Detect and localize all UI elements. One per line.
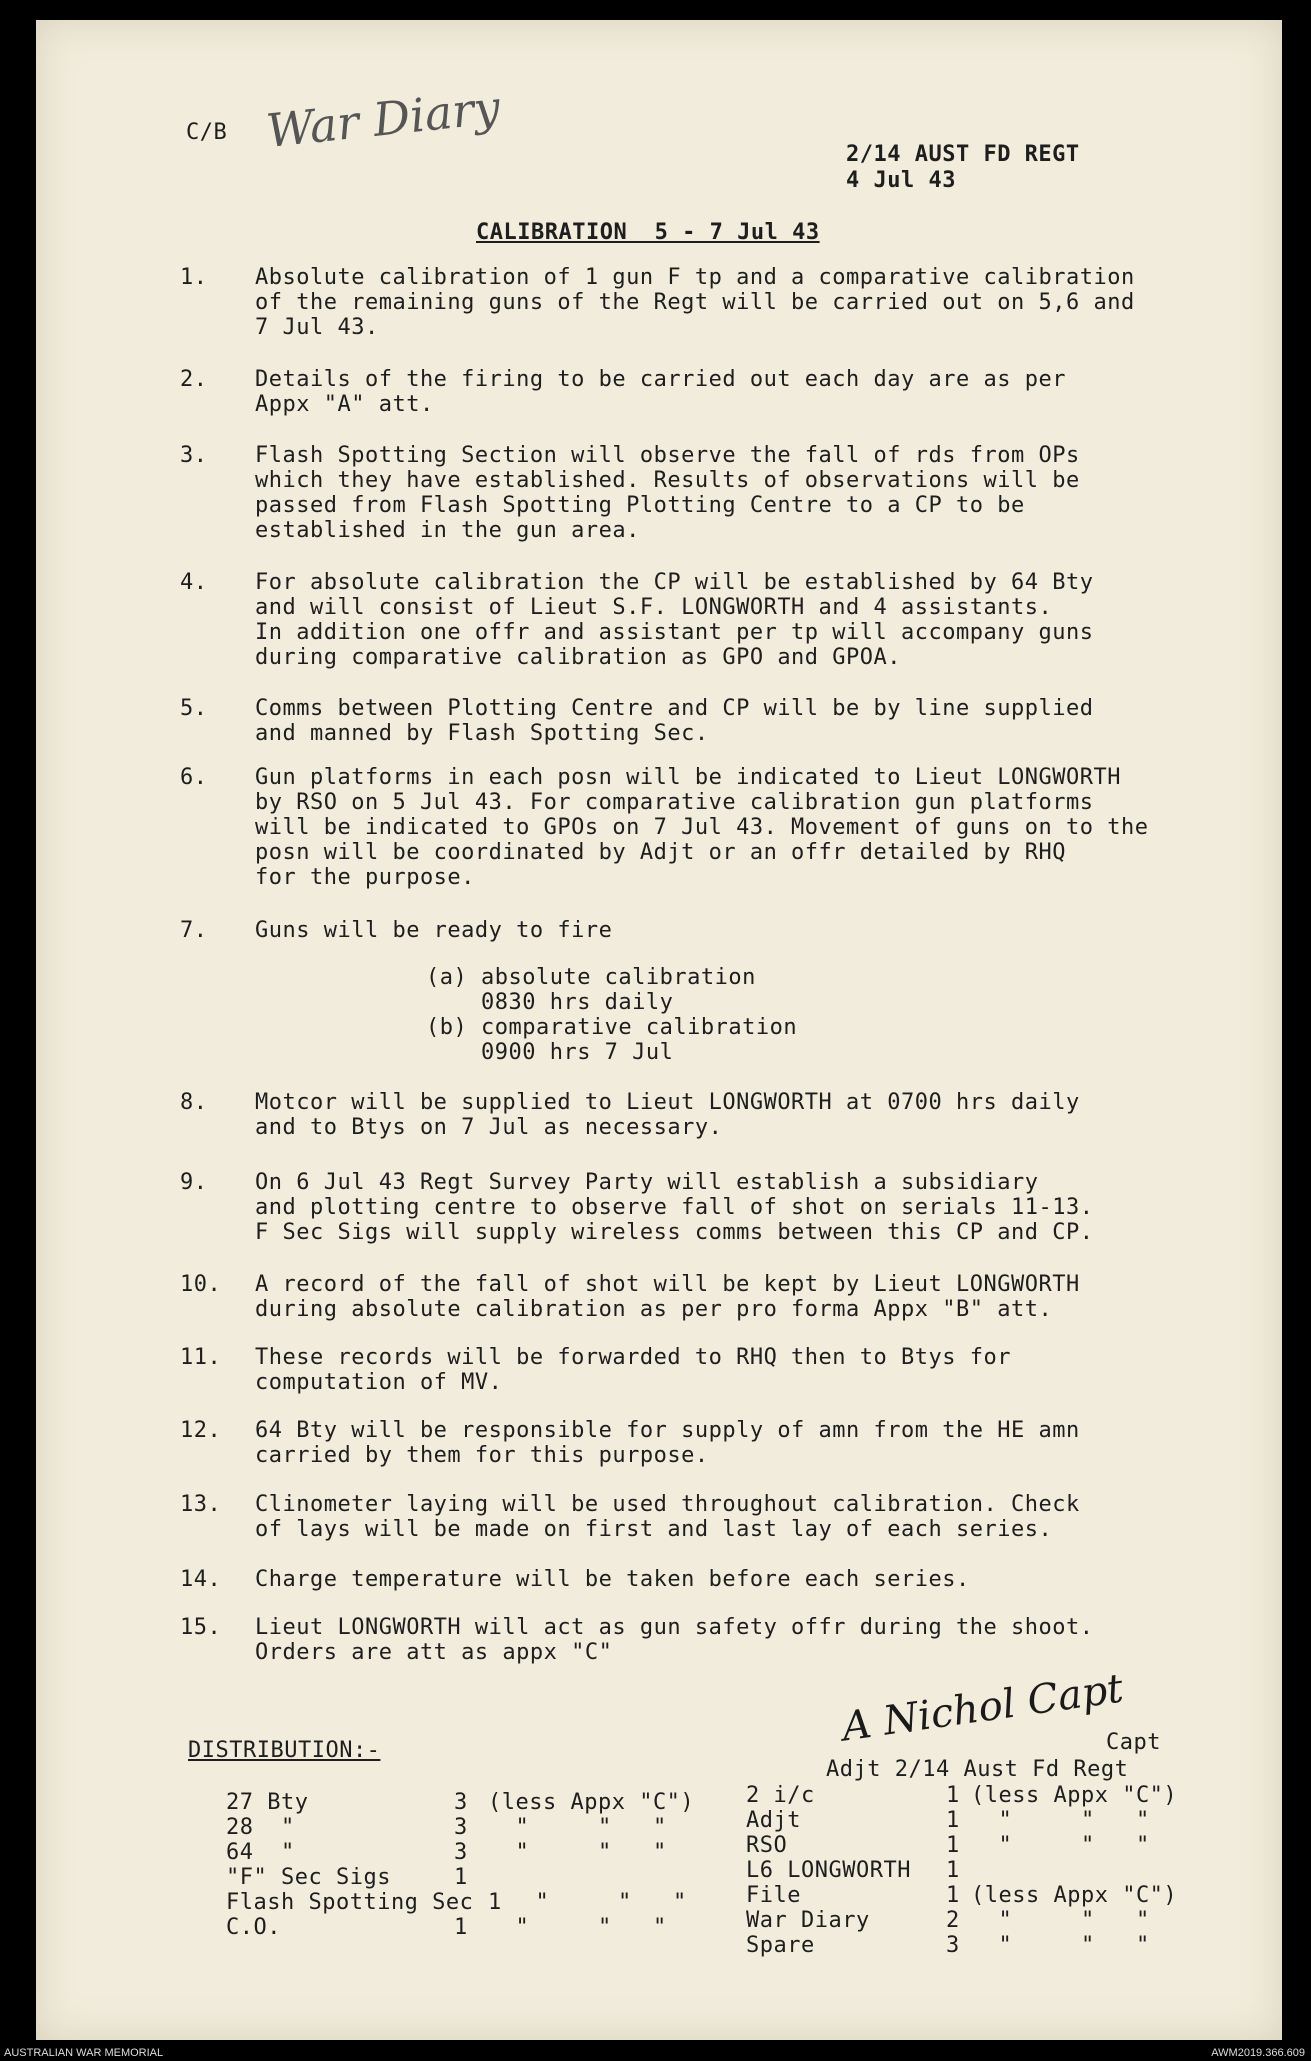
recipient-name: Flash Spotting Sec	[226, 1890, 474, 1915]
paragraph-number: 7.	[180, 918, 208, 943]
recipient-note: (less Appx "C")	[488, 1790, 695, 1815]
paragraph-number: 1.	[180, 265, 208, 290]
document-date: 4 Jul 43	[846, 168, 956, 193]
paragraph-number: 3.	[180, 443, 208, 468]
paragraph-text: Clinometer laying will be used throughout calibration. Check of lays will be made on first and last lay of each series.	[255, 1492, 1080, 1542]
classification-mark: C/B	[186, 120, 228, 145]
absolute-calibration-time: 0830 hrs daily	[426, 990, 674, 1015]
recipient-qty: 3	[946, 1933, 960, 1958]
paragraph-text: 64 Bty will be responsible for supply of amn from the HE amn carried by them for this purpose.	[255, 1418, 1080, 1468]
recipient-name: 2 i/c	[746, 1783, 815, 1808]
paragraph-text: These records will be forwarded to RHQ then to Btys for computation of MV.	[255, 1345, 1011, 1395]
recipient-note: (less Appx "C")	[971, 1783, 1178, 1808]
recipient-note: " " "	[971, 1833, 1150, 1858]
paragraph-text: Motcor will be supplied to Lieut LONGWORTH at 0700 hrs daily and to Btys on 7 Jul as necessary.	[255, 1090, 1080, 1140]
paragraph-text: Details of the firing to be carried out each day are as per Appx "A" att.	[255, 367, 1066, 417]
recipient-qty: 1	[946, 1808, 960, 1833]
distribution-heading: DISTRIBUTION:-	[188, 1738, 381, 1763]
absolute-calibration-label: (a) absolute calibration	[426, 965, 756, 990]
paragraph-number: 4.	[180, 570, 208, 595]
recipient-note: (less Appx "C")	[971, 1883, 1178, 1908]
recipient-note: " " "	[971, 1933, 1150, 1958]
recipient-qty: 3	[454, 1790, 468, 1815]
recipient-name: 28 "	[226, 1815, 295, 1840]
recipient-name: File	[746, 1883, 801, 1908]
recipient-qty: 2	[946, 1908, 960, 1933]
paragraph-text: Guns will be ready to fire	[255, 918, 613, 943]
paragraph-number: 11.	[180, 1345, 222, 1370]
recipient-name: L6 LONGWORTH	[746, 1858, 911, 1883]
paragraph-text: Gun platforms in each posn will be indicated to Lieut LONGWORTH by RSO on 5 Jul 43. For comparative calibration gun platforms will be indicated to GPOs on 7 Jul 43. Movement of guns on to the posn will be coordinated by Adjt or an offr detailed by RHQ for the purpose.	[255, 765, 1149, 890]
paragraph-text: For absolute calibration the CP will be established by 64 Bty and will consist of Lieut S.F. LONGWORTH and 4 assistants. In addition one offr and assistant per tp will accompany guns during comparative calibration as GPO and GPOA.	[255, 570, 1094, 670]
paragraph-number: 15.	[180, 1615, 222, 1640]
signature-rank: Capt	[1106, 1730, 1161, 1755]
recipient-qty: 1	[946, 1783, 960, 1808]
recipient-qty: 1	[946, 1833, 960, 1858]
recipient-qty: 1	[946, 1858, 960, 1883]
recipient-qty: 3	[454, 1815, 468, 1840]
unit-name: 2/14 AUST FD REGT	[846, 142, 1080, 167]
comparative-calibration-time: 0900 hrs 7 Jul	[426, 1040, 674, 1065]
paragraph-number: 8.	[180, 1090, 208, 1115]
paragraph-number: 9.	[180, 1170, 208, 1195]
recipient-note: " " "	[488, 1815, 667, 1840]
recipient-note: " " "	[971, 1808, 1150, 1833]
signature-appointment: Adjt 2/14 Aust Fd Regt	[826, 1757, 1129, 1782]
paragraph-text: A record of the fall of shot will be kept by Lieut LONGWORTH during absolute calibration as per pro forma Appx "B" att.	[255, 1272, 1080, 1322]
recipient-name: Spare	[746, 1933, 815, 1958]
paragraph-text: Lieut LONGWORTH will act as gun safety offr during the shoot. Orders are att as appx "C"	[255, 1615, 1094, 1665]
paragraph-number: 2.	[180, 367, 208, 392]
recipient-name: 64 "	[226, 1840, 295, 1865]
paragraph-number: 5.	[180, 696, 208, 721]
recipient-qty: 1	[454, 1865, 468, 1890]
document-page	[36, 20, 1282, 2040]
recipient-name: 27 Bty	[226, 1790, 309, 1815]
archive-reference: AWM2019.366.609	[1211, 2047, 1305, 2059]
recipient-qty: 1	[488, 1890, 502, 1915]
paragraph-text: Absolute calibration of 1 gun F tp and a comparative calibration of the remaining guns of the Regt will be carried out on 5,6 and 7 Jul 43.	[255, 265, 1135, 340]
paragraph-number: 14.	[180, 1567, 222, 1592]
paragraph-number: 6.	[180, 765, 208, 790]
recipient-note: " " "	[488, 1840, 667, 1865]
paragraph-text: Charge temperature will be taken before each series.	[255, 1567, 970, 1592]
recipient-qty: 1	[946, 1883, 960, 1908]
archive-credit: AUSTRALIAN WAR MEMORIAL	[4, 2047, 164, 2059]
paragraph-number: 12.	[180, 1418, 222, 1443]
recipient-note: " " "	[488, 1915, 667, 1940]
paragraph-text: Comms between Plotting Centre and CP will be by line supplied and manned by Flash Spotting Sec.	[255, 696, 1094, 746]
recipient-note: " " "	[971, 1908, 1150, 1933]
recipient-name: War Diary	[746, 1908, 870, 1933]
document-title: CALIBRATION 5 - 7 Jul 43	[476, 220, 820, 245]
paragraph-number: 10.	[180, 1272, 222, 1297]
paragraph-number: 13.	[180, 1492, 222, 1517]
comparative-calibration-label: (b) comparative calibration	[426, 1015, 798, 1040]
recipient-name: C.O.	[226, 1915, 281, 1940]
handwritten-signature: A Nichol Capt	[839, 1665, 1127, 1751]
paragraph-text: On 6 Jul 43 Regt Survey Party will establish a subsidiary and plotting centre to observe fall of shot on serials 11-13. F Sec Sigs will supply wireless comms between this CP and CP.	[255, 1170, 1094, 1245]
handwritten-title: War Diary	[263, 79, 503, 159]
recipient-name: RSO	[746, 1833, 788, 1858]
recipient-name: Adjt	[746, 1808, 801, 1833]
paragraph-text: Flash Spotting Section will observe the fall of rds from OPs which they have established. Results of observations will be passed from Flash Spotting Plotting Centre to a CP to be established in the gun area.	[255, 443, 1080, 543]
recipient-note: " " "	[508, 1890, 687, 1915]
recipient-qty: 1	[454, 1915, 468, 1940]
recipient-qty: 3	[454, 1840, 468, 1865]
recipient-name: "F" Sec Sigs	[226, 1865, 391, 1890]
